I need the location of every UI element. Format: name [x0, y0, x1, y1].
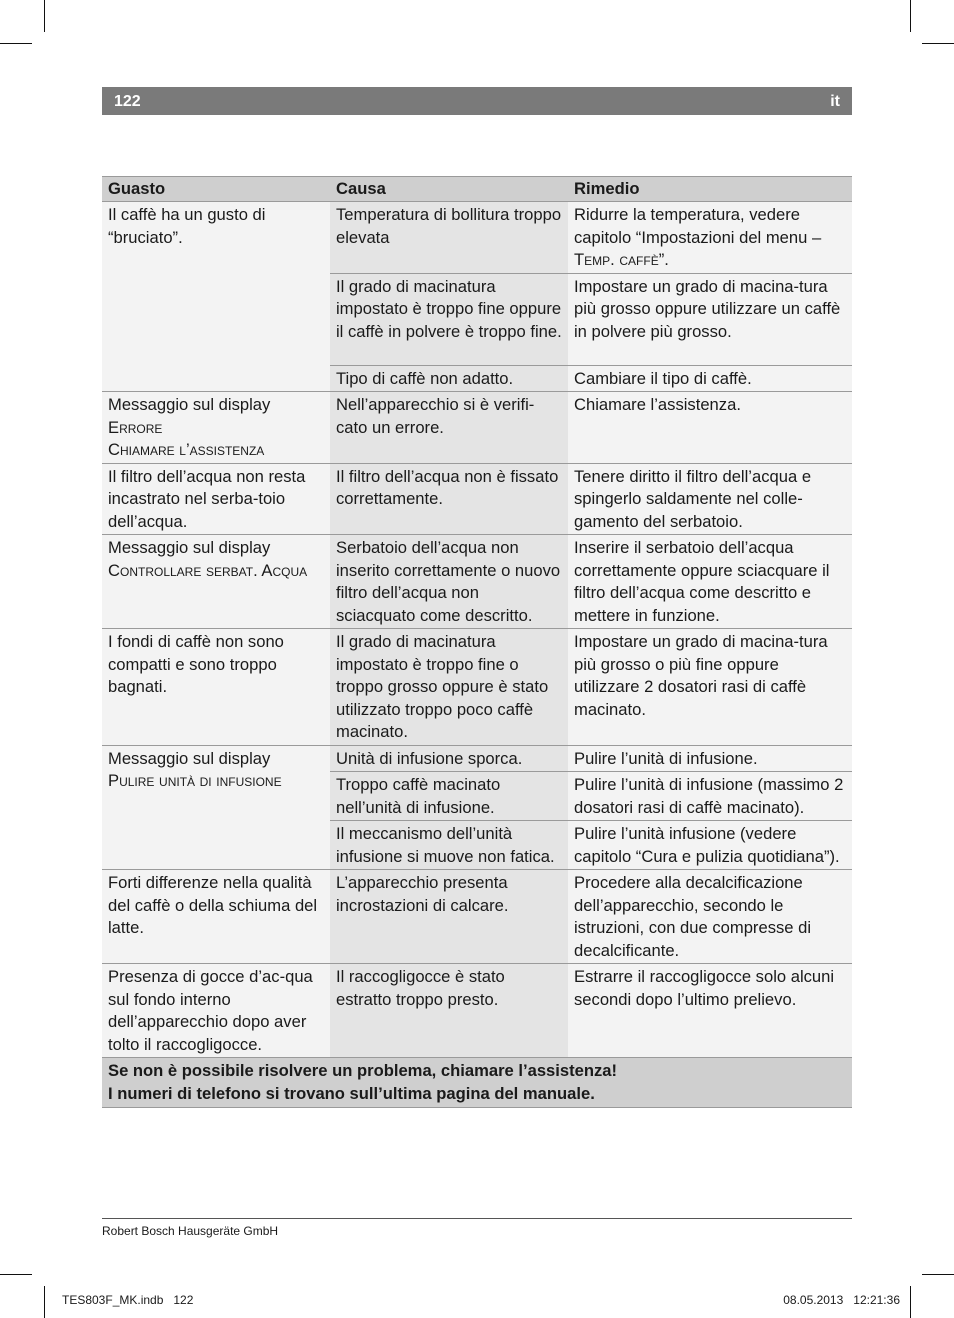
cause-cell: Troppo caffè macinato nell’unità di infusione.: [330, 772, 568, 821]
fault-text: Il caffè ha un gusto di “bruciato”.: [108, 205, 266, 247]
table-header-row: [102, 177, 852, 202]
assistance-line: Se non è possibile risolvere un problema, chiamare l’assistenza!: [108, 1061, 618, 1080]
fault-cell: [102, 535, 330, 629]
remedy-cell: Estrarre il raccogligocce solo alcuni secondi dopo l’ultimo prelievo.: [568, 964, 852, 1058]
assistance-note: [102, 1058, 852, 1108]
table-footer-row: [102, 1058, 852, 1108]
table-row: [102, 964, 852, 1058]
fault-cell: [102, 745, 330, 870]
footer-divider: [102, 1218, 852, 1219]
remedy-cell: Cambiare il tipo di caffè.: [568, 365, 852, 392]
cause-cell: Serbatoio dell’acqua non inserito correttamente o nuovo filtro dell’acqua non sciacquato come descritto.: [330, 535, 568, 629]
fault-cell: [102, 202, 330, 392]
fault-cell: Forti differenze nella qualità del caffè o della schiuma del latte.: [102, 870, 330, 964]
cause-cell: L’apparecchio presenta incrostazioni di calcare.: [330, 870, 568, 964]
fault-cell: Presenza di gocce d’ac-qua sul fondo interno dell’apparecchio dopo aver tolto il raccogligocce.: [102, 964, 330, 1058]
display-message: Controllare serbat. Acqua: [108, 560, 308, 580]
remedy-cell: Impostare un grado di macina-tura più grosso o più fine oppure utilizzare 2 dosatori rasi di caffè macinato.: [568, 629, 852, 746]
display-message: Pulire unità di infusione: [108, 771, 282, 790]
crop-mark: [0, 1274, 32, 1275]
fault-text: Messaggio sul display: [108, 748, 271, 768]
remedy-cell: Pulire l’unità infusione (vedere capitolo “Cura e pulizia quotidiana”).: [568, 821, 852, 870]
table-row: [102, 463, 852, 535]
cause-cell: Il grado di macinatura impostato è troppo fine o troppo grosso oppure è stato utilizzato troppo poco caffè macinato.: [330, 629, 568, 746]
crop-mark: [44, 1286, 45, 1318]
table-row: [102, 202, 852, 274]
table-row: [102, 870, 852, 964]
crop-mark: [910, 1286, 911, 1318]
print-slug-date: 08.05.2013 12:21:36: [783, 1293, 900, 1307]
column-header-cause: Causa: [330, 177, 568, 202]
cause-cell: Il raccogligocce è stato estratto troppo presto.: [330, 964, 568, 1058]
fault-text: Messaggio sul display: [108, 395, 271, 414]
crop-mark: [44, 0, 45, 32]
crop-mark: [922, 1274, 954, 1275]
fault-cell: [102, 392, 330, 464]
company-name: Robert Bosch Hausgeräte GmbH: [102, 1224, 279, 1238]
cause-cell: Il filtro dell’acqua non è fissato correttamente.: [330, 463, 568, 535]
table-row: [102, 392, 852, 464]
cause-cell: Tipo di caffè non adatto.: [330, 365, 568, 392]
print-slug-file: TES803F_MK.indb 122: [62, 1293, 194, 1307]
remedy-cell: Pulire l’unità di infusione.: [568, 745, 852, 772]
fault-cell: Il filtro dell’acqua non resta incastrato nel serba-toio dell’acqua.: [102, 463, 330, 535]
display-message: Errore: [108, 417, 163, 437]
column-header-remedy: Rimedio: [568, 177, 852, 202]
crop-mark: [922, 43, 954, 44]
language-code: it: [830, 93, 840, 110]
cause-cell: Unità di infusione sporca.: [330, 745, 568, 772]
cause-cell: Nell’apparecchio si è verifi-cato un errore.: [330, 392, 568, 464]
remedy-cell: [568, 202, 852, 274]
crop-mark: [910, 0, 911, 32]
table-row: [102, 745, 852, 772]
page-header-bar: [102, 87, 852, 115]
fault-cell: I fondi di caffè non sono compatti e sono troppo bagnati.: [102, 629, 330, 746]
remedy-cell: Procedere alla decalcificazione dell’apparecchio, secondo le istruzioni, con due compresse di decalcificante.: [568, 870, 852, 964]
cause-cell: Il meccanismo dell’unità infusione si muove non fatica.: [330, 821, 568, 870]
remedy-text: ”.: [658, 250, 669, 269]
table-row: [102, 629, 852, 746]
column-header-fault: Guasto: [102, 177, 330, 202]
remedy-cell: Impostare un grado di macina-tura più grosso oppure utilizzare un caffè in polvere più grosso.: [568, 273, 852, 365]
table-row: [102, 535, 852, 629]
crop-mark: [0, 43, 32, 44]
menu-option-label: Temp. caffè: [574, 250, 659, 269]
troubleshooting-table: [102, 176, 852, 1108]
cause-cell: Il grado di macinatura impostato è troppo fine oppure il caffè in polvere è troppo fine.: [330, 273, 568, 365]
assistance-line: I numeri di telefono si trovano sull’ultima pagina del manuale.: [108, 1083, 595, 1103]
remedy-cell: Chiamare l’assistenza.: [568, 392, 852, 464]
remedy-text: Ridurre la temperatura, vedere capitolo “Impostazioni del menu –: [574, 205, 822, 247]
remedy-cell: Inserire il serbatoio dell’acqua correttamente oppure sciacquare il filtro dell’acqua come descritto e mettere in funzione.: [568, 535, 852, 629]
remedy-cell: Tenere diritto il filtro dell’acqua e spingerlo saldamente nel colle-gamento del serbatoio.: [568, 463, 852, 535]
remedy-cell: Pulire l’unità di infusione (massimo 2 dosatori rasi di caffè macinato).: [568, 772, 852, 821]
page-number: 122: [114, 93, 141, 110]
fault-text: Messaggio sul display: [108, 538, 271, 557]
cause-cell: Temperatura di bollitura troppo elevata: [330, 202, 568, 274]
display-message: Chiamare l’assistenza: [108, 440, 265, 459]
